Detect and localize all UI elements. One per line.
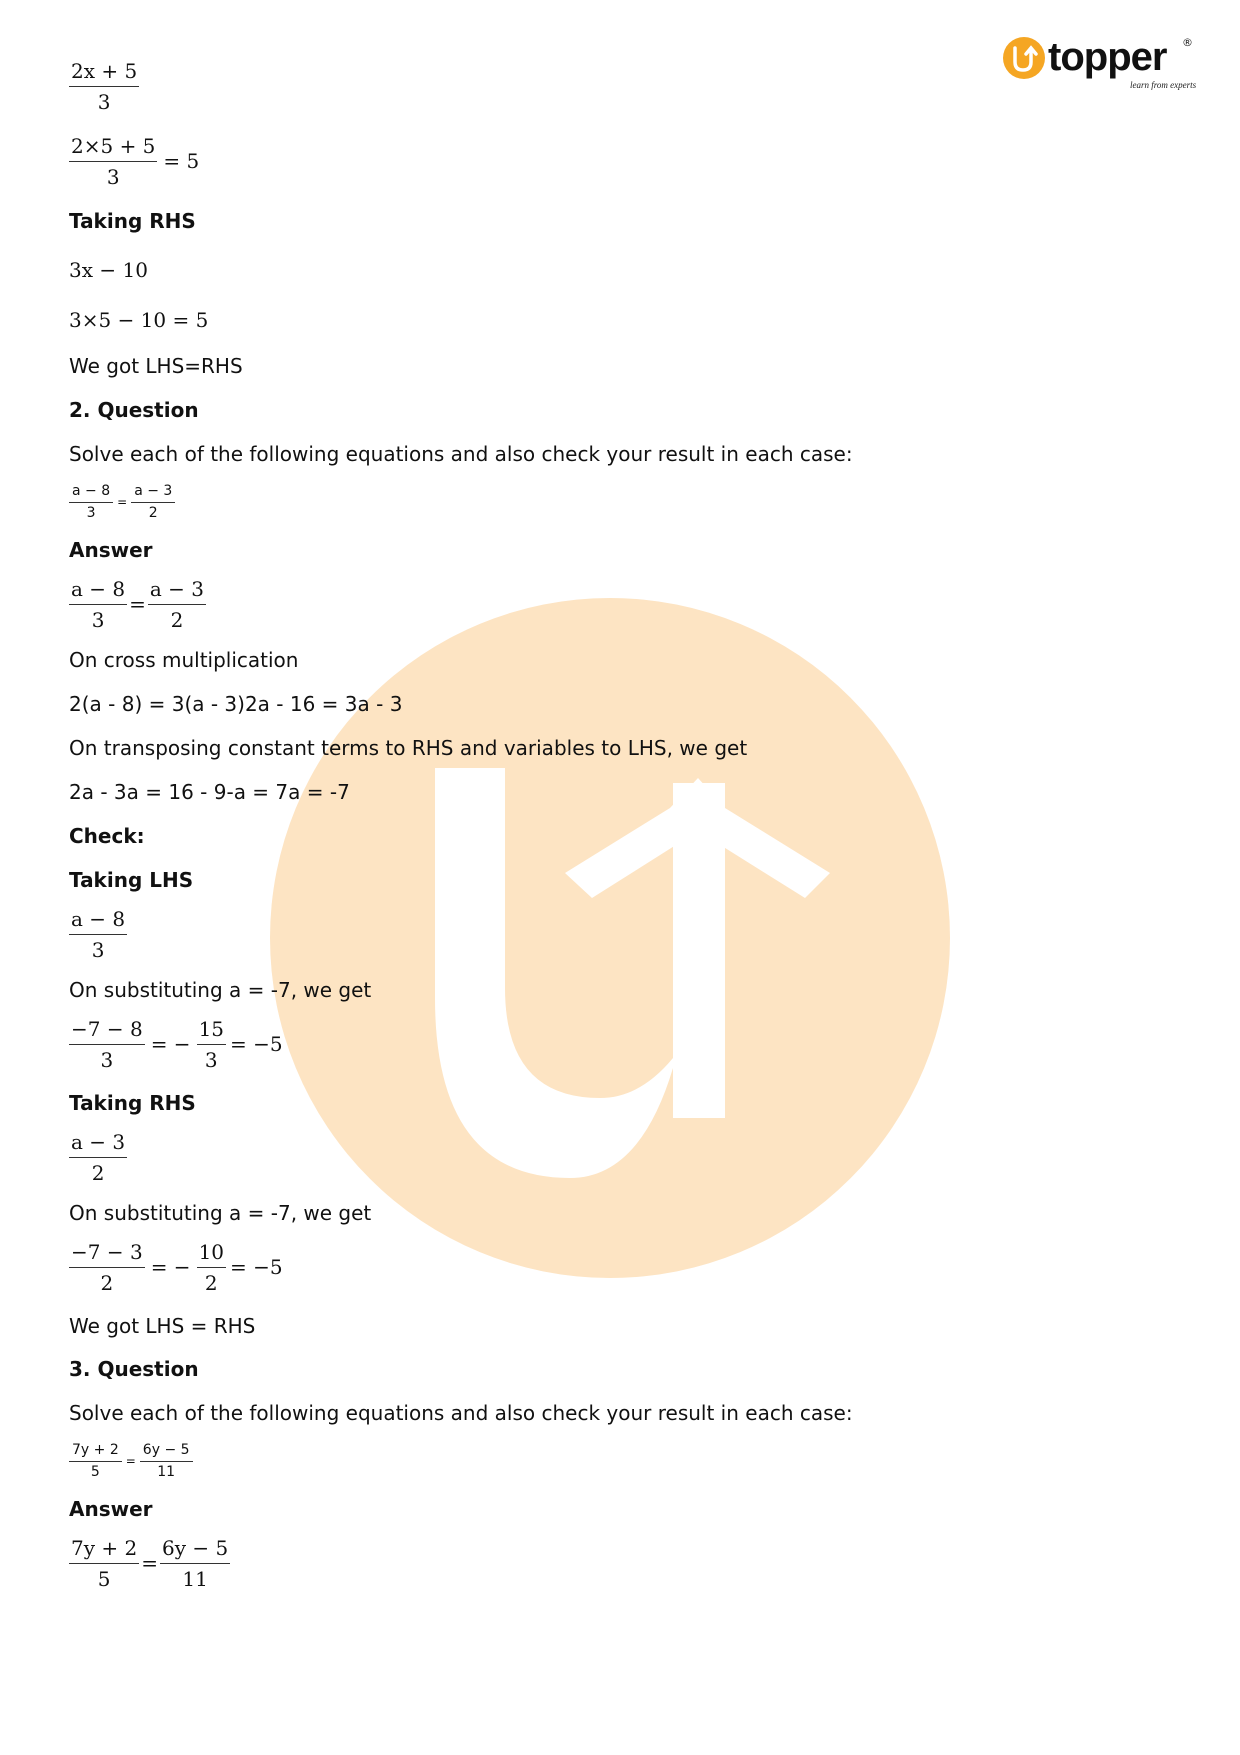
frac-num: 2×5 + 5: [69, 134, 157, 162]
frac-den: 2: [148, 505, 158, 521]
frac-num: −7 − 3: [69, 1240, 145, 1268]
frac-num: a − 8: [69, 907, 127, 935]
question-equation: [69, 1441, 1169, 1481]
frac-den: 2: [170, 607, 184, 632]
result-text: We got LHS = RHS: [69, 1314, 256, 1338]
frac-den: 3: [97, 89, 111, 114]
question-text: Solve each of the following equations and also check your result in each case:: [69, 1401, 853, 1425]
frac-num: a − 8: [69, 577, 127, 605]
frac-num: 2x + 5: [69, 59, 139, 87]
math-rhs: = 5: [163, 149, 200, 173]
step-text: On cross multiplication: [69, 648, 299, 672]
answer-heading: Answer: [69, 538, 153, 562]
frac-num: a − 8: [69, 482, 113, 503]
step-equation: 2a - 3a = 16 - 9-a = 7a = -7: [69, 780, 350, 804]
equals-sign: =: [125, 1454, 136, 1468]
expr-rhs-sub: 3×5 − 10 = 5: [69, 308, 209, 332]
frac-den: 3: [106, 164, 120, 189]
frac-den: 3: [100, 1047, 114, 1072]
question-text: Solve each of the following equations and also check your result in each case:: [69, 442, 853, 466]
equals-minus: = −: [150, 1255, 191, 1279]
equals-sign: =: [117, 495, 128, 509]
frac-num: −7 − 8: [69, 1017, 145, 1045]
result-text: We got LHS=RHS: [69, 354, 243, 378]
frac-num: a − 3: [131, 482, 175, 503]
expr-check-rhs: [69, 1129, 1169, 1185]
frac-den: 3: [91, 607, 105, 632]
question-heading: 2. Question: [69, 398, 199, 422]
frac-den: 11: [182, 1566, 208, 1591]
heading-taking-rhs: Taking RHS: [69, 1091, 196, 1115]
equals-minus: = −: [150, 1032, 191, 1056]
logo-tagline: learn from experts: [1130, 80, 1197, 90]
question-heading: 3. Question: [69, 1357, 199, 1381]
frac-den: 3: [204, 1047, 218, 1072]
answer-heading: Answer: [69, 1497, 153, 1521]
frac-den: 2: [204, 1270, 218, 1295]
expr-check-rhs-sub: [69, 1239, 1169, 1295]
frac-num: 7y + 2: [69, 1536, 139, 1564]
frac-den: 2: [100, 1270, 114, 1295]
frac-num: a − 3: [148, 577, 206, 605]
math-rhs: = −5: [230, 1255, 283, 1279]
heading-taking-lhs: Taking LHS: [69, 868, 194, 892]
step-equation: 2(a - 8) = 3(a - 3)2a - 16 = 3a - 3: [69, 692, 403, 716]
equals-sign: =: [129, 592, 146, 616]
expr-check-lhs-sub: [69, 1016, 1169, 1072]
check-heading: Check:: [69, 824, 145, 848]
expr-lhs-sub: [69, 133, 1169, 189]
logo-registered-mark: ®: [1182, 36, 1193, 49]
frac-den: 3: [91, 937, 105, 962]
logo-circle: [1003, 37, 1045, 79]
step-text: On transposing constant terms to RHS and variables to LHS, we get: [69, 736, 748, 760]
answer-equation: [69, 1535, 1169, 1591]
frac-den: 11: [157, 1464, 176, 1480]
frac-den: 2: [91, 1160, 105, 1185]
step-text: On substituting a = -7, we get: [69, 1201, 372, 1225]
frac-den: 5: [97, 1566, 111, 1591]
expr-check-lhs: [69, 906, 1169, 962]
expr-rhs-x: 3x − 10: [69, 258, 148, 282]
document-content: [69, 58, 1169, 1591]
heading-taking-rhs: Taking RHS: [69, 209, 196, 233]
answer-equation: [69, 576, 1169, 632]
frac-num: 10: [197, 1240, 226, 1268]
frac-num: 7y + 2: [69, 1441, 122, 1462]
question-equation: [69, 482, 1169, 522]
frac-num: 6y − 5: [160, 1536, 230, 1564]
step-text: On substituting a = -7, we get: [69, 978, 372, 1002]
frac-den: 3: [86, 505, 96, 521]
math-rhs: = −5: [230, 1032, 283, 1056]
logo-wordmark: topper: [1048, 35, 1167, 79]
frac-num: 6y − 5: [140, 1441, 193, 1462]
frac-den: 5: [90, 1464, 100, 1480]
frac-num: 15: [197, 1017, 226, 1045]
frac-num: a − 3: [69, 1130, 127, 1158]
equals-sign: =: [141, 1551, 158, 1575]
topper-logo-icon: [1002, 32, 1202, 94]
